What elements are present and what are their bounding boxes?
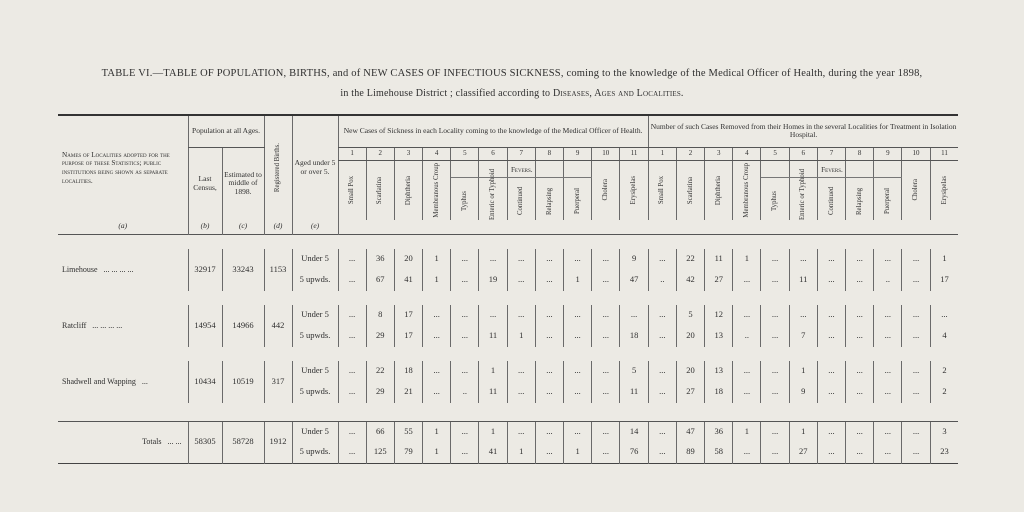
removed-cases-cell: ... [874,361,902,382]
estimated-value: 33243 [222,249,264,291]
removed-cases-cell: ... [902,305,930,326]
new-cases-cell: 20 [394,249,422,270]
removed-cases-cell: ... [846,361,874,382]
removed-col-number: 1 [648,147,676,160]
removed-disease-label: Enteric or Typhoid [799,168,807,220]
new-cases-cell: ... [535,305,563,326]
locality-name [58,361,188,403]
births-value: 1153 [264,249,292,291]
age-group-label: Under 5 [292,249,338,270]
removed-cases-cell: 13 [705,361,733,382]
new-cases-cell: 21 [394,382,422,403]
table-header [58,115,958,234]
removed-cases-cell: ... [648,326,676,347]
removed-cases-cell: 27 [676,382,704,403]
table-row [58,249,958,270]
removed-cases-cell: ... [874,305,902,326]
new-disease-label: Continued [517,186,525,216]
removed-cases-cell: 27 [789,442,817,463]
removed-col-number: 7 [817,147,845,160]
locality-label: Ratcliff [62,320,87,330]
header-births: Registered Births. [264,115,292,220]
new-cases-cell: ... [451,249,479,270]
dot-leader: ... ... ... ... [92,320,123,330]
removed-cases-cell: ... [733,270,761,291]
removed-cases-cell: ... [817,249,845,270]
new-cases-cell: 47 [620,270,648,291]
removed-cases-cell: ... [846,326,874,347]
new-cases-cell: ... [451,305,479,326]
new-cases-cell: ... [535,249,563,270]
new-cases-cell: 41 [394,270,422,291]
new-col-number: 6 [479,147,507,160]
table-row [58,421,958,442]
new-cases-cell: ... [338,305,366,326]
new-cases-cell: ... [507,382,535,403]
removed-cases-cell: ... [817,305,845,326]
removed-cases-cell: ... [902,361,930,382]
removed-cases-cell: ... [733,382,761,403]
new-cases-cell: 66 [366,421,394,442]
new-cases-cell: ... [423,361,451,382]
new-cases-cell: 5 [620,361,648,382]
table-row [58,361,958,382]
removed-cases-cell: ... [817,382,845,403]
new-cases-cell: ... [592,305,620,326]
new-disease-diphtheria [394,160,422,220]
locality-name [58,421,188,463]
removed-disease-scarlatina [676,160,704,220]
new-cases-cell: ... [564,361,592,382]
new-disease-label: Small Pox [348,176,356,205]
removed-cases-cell: ... [817,326,845,347]
new-disease-label: Diphtheria [404,175,412,205]
spacer-row [58,347,958,361]
new-cases-cell: 29 [366,382,394,403]
new-cases-cell: 1 [423,442,451,463]
header-aged: Aged under 5 or over 5. [292,115,338,220]
new-cases-cell: ... [338,421,366,442]
new-cases-cell: ... [451,270,479,291]
removed-cases-cell: .. [733,326,761,347]
removed-cases-cell: ... [817,421,845,442]
locality-label: Limehouse [62,264,98,274]
removed-cases-cell: 18 [705,382,733,403]
new-cases-cell: ... [451,361,479,382]
new-cases-cell: ... [592,326,620,347]
births-value: 442 [264,305,292,347]
new-col-number: 9 [564,147,592,160]
new-cases-cell: 8 [366,305,394,326]
removed-cases-cell: ... [648,305,676,326]
new-cases-cell: ... [338,326,366,347]
removed-cases-cell: ... [817,270,845,291]
new-cases-cell: ... [338,270,366,291]
new-cases-cell: ... [507,421,535,442]
locality-label: Shadwell and Wapping [62,376,136,386]
removed-cases-cell: 20 [676,361,704,382]
removed-col-number: 11 [930,147,958,160]
new-cases-cell: ... [620,305,648,326]
removed-cases-cell: ... [846,249,874,270]
new-cases-cell: 9 [620,249,648,270]
new-cases-cell: ... [507,361,535,382]
header-estimated: Estimated to middle of 1898. [222,147,264,220]
new-disease-membranous-croup [423,160,451,220]
subtitle-terms: Diseases, Ages and Localities. [552,88,684,99]
removed-cases-cell: 13 [705,326,733,347]
removed-cases-cell: ... [761,249,789,270]
table-subtitle [0,88,1024,99]
removed-cases-cell: ... [874,442,902,463]
new-cases-cell: 11 [620,382,648,403]
letter-b: (b) [188,220,222,234]
removed-cases-cell: 1 [733,421,761,442]
removed-disease-label: Continued [827,186,835,216]
locality-name [58,305,188,347]
new-cases-cell: ... [564,421,592,442]
removed-cases-cell: ... [902,326,930,347]
removed-disease-label: Small Pox [658,176,666,205]
new-disease-cholera [592,160,620,220]
new-cases-cell: 1 [479,421,507,442]
removed-disease-diphtheria [705,160,733,220]
new-cases-cell: 22 [366,361,394,382]
new-cases-cell: 1 [564,442,592,463]
new-disease-label: Typhus [460,191,468,211]
removed-cases-cell: 42 [676,270,704,291]
removed-cases-cell: 5 [676,305,704,326]
removed-cases-cell: ... [761,382,789,403]
removed-cases-cell: 58 [705,442,733,463]
new-cases-cell: ... [564,305,592,326]
removed-cases-cell: 27 [705,270,733,291]
removed-cases-cell: 1 [930,249,958,270]
removed-cases-cell: 2 [930,382,958,403]
new-disease-small-pox [338,160,366,220]
new-cases-cell: ... [451,421,479,442]
letter-row-blank [338,220,958,234]
letter-a: (a) [118,221,128,231]
new-disease-label: Relapsing [545,187,553,215]
removed-cases-cell: 22 [676,249,704,270]
new-cases-cell: 19 [479,270,507,291]
new-cases-cell: ... [451,326,479,347]
removed-col-number: 10 [902,147,930,160]
new-cases-cell: 18 [620,326,648,347]
new-cases-cell: 125 [366,442,394,463]
new-disease-label: Membranous Croup [432,162,440,218]
removed-cases-cell: ... [846,442,874,463]
removed-cases-cell: 2 [930,361,958,382]
age-group-label: 5 upwds. [292,326,338,347]
removed-col-number: 6 [789,147,817,160]
removed-cases-cell: 7 [789,326,817,347]
dot-leader: ... ... [167,437,182,447]
removed-cases-cell: ... [789,249,817,270]
removed-cases-cell: ... [846,382,874,403]
removed-disease-membranous-croup [733,160,761,220]
new-disease-label: Scarlatina [376,176,384,204]
removed-cases-cell: ... [733,361,761,382]
removed-fevers-label: Fevers. [761,166,902,178]
removed-cases-cell: ... [761,442,789,463]
births-value: 1912 [264,421,292,463]
new-cases-cell: ... [535,270,563,291]
removed-cases-cell: 47 [676,421,704,442]
new-cases-cell: 11 [479,382,507,403]
locality-name [58,249,188,291]
removed-cases-cell: 1 [733,249,761,270]
new-cases-cell: 1 [507,326,535,347]
removed-disease-label: Scarlatina [686,176,694,204]
new-col-number: 8 [535,147,563,160]
new-cases-cell: ... [479,249,507,270]
new-cases-cell: 1 [423,249,451,270]
removed-cases-cell: 17 [930,270,958,291]
new-cases-cell: ... [535,421,563,442]
new-cases-cell: ... [535,326,563,347]
locality-label: Totals [142,437,162,447]
last-census-value: 32917 [188,249,222,291]
new-cases-cell: 17 [394,326,422,347]
removed-cases-cell: ... [789,305,817,326]
removed-col-number: 3 [705,147,733,160]
removed-cases-cell: ... [902,421,930,442]
removed-cases-cell: 20 [676,326,704,347]
removed-disease-cholera [902,160,930,220]
header-population: Population at all Ages. [188,115,264,147]
spacer-row [58,234,958,249]
new-cases-cell: ... [423,326,451,347]
new-col-number: 4 [423,147,451,160]
removed-disease-label: Puerperal [883,187,891,215]
dot-leader: ... [141,376,148,386]
new-cases-cell: ... [423,382,451,403]
new-cases-cell: ... [338,382,366,403]
new-col-number: 1 [338,147,366,160]
removed-cases-cell: ... [846,270,874,291]
births-value: 317 [264,361,292,403]
new-cases-cell: 29 [366,326,394,347]
new-cases-cell: ... [338,442,366,463]
removed-cases-cell: ... [902,249,930,270]
new-col-number: 3 [394,147,422,160]
removed-cases-cell: ... [817,361,845,382]
new-cases-cell: ... [338,249,366,270]
new-cases-cell: ... [423,305,451,326]
new-cases-cell: ... [535,361,563,382]
removed-cases-cell: ... [761,326,789,347]
new-cases-cell: 11 [479,326,507,347]
new-cases-cell: ... [564,326,592,347]
new-cases-cell: ... [535,382,563,403]
age-group-label: 5 upwds. [292,442,338,463]
new-cases-cell: 76 [620,442,648,463]
new-cases-cell: ... [592,361,620,382]
removed-disease-label: Cholera [912,179,920,202]
new-cases-cell: 18 [394,361,422,382]
letter-row [58,220,958,234]
new-cases-cell: ... [592,421,620,442]
removed-col-number: 8 [846,147,874,160]
new-cases-cell: ... [592,249,620,270]
new-cases-cell: 1 [423,270,451,291]
header-localities: Names of Localities adopted for the purpose of these Statistics; public institutions being shown as separate localities. [58,115,188,220]
removed-col-number: 5 [761,147,789,160]
removed-disease-small-pox [648,160,676,220]
removed-disease-label: Typhus [771,191,779,211]
new-col-number: 10 [592,147,620,160]
new-cases-cell: ... [451,442,479,463]
table-title: TABLE VI.—TABLE OF POPULATION, BIRTHS, and of NEW CASES OF INFECTIOUS SICKNESS, coming to the knowledge of the Medical Officer of Health, during the year 1898, [101,68,923,79]
removed-cases-cell: ... [846,421,874,442]
removed-cases-cell: ... [648,421,676,442]
new-cases-cell: ... [592,442,620,463]
age-group-label: 5 upwds. [292,270,338,291]
letter-e: (e) [292,220,338,234]
estimated-value: 14966 [222,305,264,347]
removed-disease-label: Membranous Croup [742,162,750,218]
new-col-number: 11 [620,147,648,160]
removed-cases-cell: 11 [789,270,817,291]
new-cases-cell: 55 [394,421,422,442]
removed-cases-cell: ... [874,326,902,347]
header-new-cases: New Cases of Sickness in each Locality coming to the knowledge of the Medical Officer of Health. [338,115,648,147]
removed-cases-cell: 89 [676,442,704,463]
statistics-table [58,114,958,464]
removed-cases-cell: ... [648,382,676,403]
removed-cases-cell: 3 [930,421,958,442]
removed-cases-cell: ... [733,305,761,326]
new-col-number: 2 [366,147,394,160]
new-cases-cell: 41 [479,442,507,463]
table-row [58,305,958,326]
new-cases-cell: 79 [394,442,422,463]
new-cases-cell: 1 [507,442,535,463]
header-removed: Number of such Cases Removed from their Homes in the several Localities for Treatment in Isolation Hospital. [648,115,958,147]
new-col-number: 7 [507,147,535,160]
new-disease-label: Enteric or Typhoid [489,168,497,220]
estimated-value: 10519 [222,361,264,403]
new-disease-label: Cholera [601,179,609,202]
new-cases-cell: ... [535,442,563,463]
removed-cases-cell: ... [874,421,902,442]
removed-cases-cell: ... [817,442,845,463]
removed-cases-cell: ... [648,442,676,463]
removed-cases-cell: 1 [789,421,817,442]
removed-cases-cell: ... [761,270,789,291]
removed-cases-cell: ... [761,421,789,442]
new-disease-label: Puerperal [573,187,581,215]
estimated-value: 58728 [222,421,264,463]
age-group-label: 5 upwds. [292,382,338,403]
last-census-value: 58305 [188,421,222,463]
removed-col-number: 2 [676,147,704,160]
new-cases-cell: 36 [366,249,394,270]
table-body [58,234,958,463]
new-cases-cell: ... [507,270,535,291]
spacer-row [58,403,958,417]
header-last-census: Last Census, [188,147,222,220]
removed-col-number: 9 [874,147,902,160]
subtitle-prefix: in the Limehouse District ; classified according to [340,88,553,99]
removed-disease-label: Relapsing [855,187,863,215]
removed-cases-cell: ... [874,249,902,270]
removed-cases-cell: 12 [705,305,733,326]
letter-c: (c) [222,220,264,234]
new-cases-cell: 1 [564,270,592,291]
age-group-label: Under 5 [292,361,338,382]
new-cases-cell: ... [564,382,592,403]
removed-cases-cell: .. [874,270,902,291]
age-group-label: Under 5 [292,421,338,442]
new-cases-cell: ... [592,270,620,291]
removed-cases-cell: ... [761,305,789,326]
removed-cases-cell: 4 [930,326,958,347]
age-group-label: Under 5 [292,305,338,326]
removed-disease-label: Diphtheria [714,175,722,205]
new-fevers-label: Fevers. [451,166,592,178]
new-cases-cell: 17 [394,305,422,326]
removed-cases-cell: ... [902,270,930,291]
removed-cases-cell: ... [648,249,676,270]
last-census-value: 10434 [188,361,222,403]
column-number-row [58,147,958,160]
removed-cases-cell: ... [846,305,874,326]
new-cases-cell: ... [592,382,620,403]
last-census-value: 14954 [188,305,222,347]
new-col-number: 5 [451,147,479,160]
removed-cases-cell: ... [874,382,902,403]
removed-cases-cell: 11 [705,249,733,270]
removed-cases-cell: 1 [789,361,817,382]
removed-col-number: 4 [733,147,761,160]
new-cases-cell: 67 [366,270,394,291]
removed-cases-cell: 36 [705,421,733,442]
removed-cases-cell: 23 [930,442,958,463]
letter-d: (d) [264,220,292,234]
new-cases-cell: ... [338,361,366,382]
dot-leader: ... ... ... ... [103,264,134,274]
new-cases-cell: 1 [423,421,451,442]
new-disease-erysipelas [620,160,648,220]
removed-cases-cell: .. [648,270,676,291]
removed-cases-cell: ... [902,382,930,403]
new-disease-label: Erysipelas [630,176,638,205]
removed-cases-cell: ... [930,305,958,326]
removed-disease-erysipelas [930,160,958,220]
new-cases-cell: ... [507,305,535,326]
new-cases-cell: ... [479,305,507,326]
new-cases-cell: 14 [620,421,648,442]
removed-cases-cell: ... [733,442,761,463]
removed-cases-cell: ... [902,442,930,463]
new-cases-cell: .. [451,382,479,403]
new-disease-scarlatina [366,160,394,220]
new-cases-cell: ... [507,249,535,270]
removed-disease-label: Erysipelas [940,176,948,205]
removed-cases-cell: 9 [789,382,817,403]
new-cases-cell: ... [564,249,592,270]
new-cases-cell: 1 [479,361,507,382]
spacer-row [58,291,958,305]
removed-cases-cell: ... [648,361,676,382]
removed-cases-cell: ... [761,361,789,382]
